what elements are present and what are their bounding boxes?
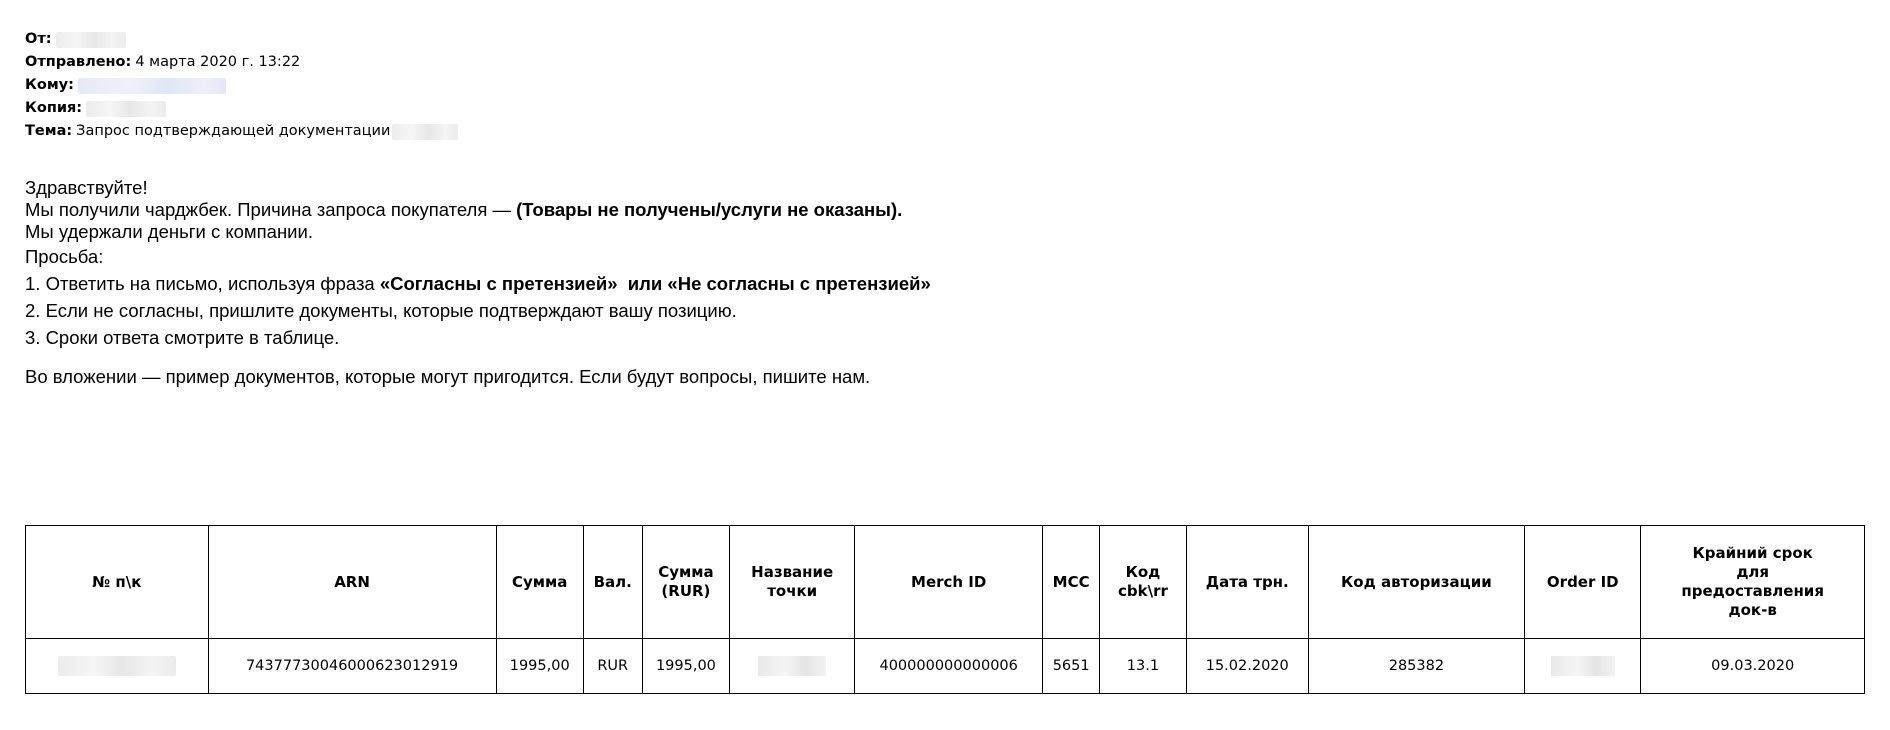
number-redacted bbox=[58, 656, 176, 676]
request-item-1 bbox=[25, 270, 1865, 297]
cell-cbk-code: 13.1 bbox=[1099, 639, 1186, 694]
sent-row bbox=[25, 51, 1865, 74]
cell-amount: 1995,00 bbox=[496, 639, 583, 694]
cell-amount-rur: 1995,00 bbox=[642, 639, 730, 694]
to-label: Кому: bbox=[25, 77, 74, 93]
from-redacted bbox=[56, 32, 126, 48]
cell-point-name bbox=[730, 639, 855, 694]
cell-trn-date: 15.02.2020 bbox=[1186, 639, 1308, 694]
chargeback-table bbox=[25, 525, 1865, 694]
disagree-phrase: «Не согласны с претензией» bbox=[667, 273, 931, 294]
from-row bbox=[25, 28, 1865, 51]
order-id-redacted bbox=[1551, 656, 1615, 676]
col-header-deadline: Крайний срок для предоставления док-в bbox=[1641, 526, 1865, 639]
cell-deadline: 09.03.2020 bbox=[1641, 639, 1865, 694]
cell-mcc: 5651 bbox=[1043, 639, 1100, 694]
chargeback-line bbox=[25, 199, 1865, 221]
subject-row bbox=[25, 120, 1865, 143]
cc-label: Копия: bbox=[25, 100, 83, 116]
email-body bbox=[25, 177, 1865, 388]
table-row bbox=[26, 639, 1865, 694]
attachment-note: Во вложении — пример документов, которые могут пригодится. Если будут вопросы, пишите нам. bbox=[25, 366, 871, 387]
request-title: Просьба: bbox=[25, 246, 104, 267]
request-item-2: 2. Если не согласны, пришлите документы, которые подтверждают вашу позицию. bbox=[25, 300, 737, 321]
col-header-point-name: Название точки bbox=[730, 526, 855, 639]
col-header-amount: Сумма bbox=[496, 526, 583, 639]
cc-row bbox=[25, 97, 1865, 120]
subject-label: Тема: bbox=[25, 123, 73, 139]
col-header-currency: Вал. bbox=[583, 526, 642, 639]
table-header-row bbox=[26, 526, 1865, 639]
to-row bbox=[25, 74, 1865, 97]
agree-phrase: «Согласны с претензией» bbox=[379, 273, 618, 294]
col-header-amount-rur: Сумма (RUR) bbox=[642, 526, 730, 639]
request-item-3: 3. Сроки ответа смотрите в таблице. bbox=[25, 327, 340, 348]
col-header-arn: ARN bbox=[208, 526, 496, 639]
cell-currency: RUR bbox=[583, 639, 642, 694]
chargeback-text: Мы получили чарджбек. Причина запроса покупателя — bbox=[25, 199, 517, 220]
sent-label: Отправлено: bbox=[25, 54, 132, 70]
col-header-number: № п\к bbox=[26, 526, 209, 639]
subject-value: Запрос подтверждающей документации bbox=[76, 123, 391, 139]
or-text: или bbox=[617, 273, 668, 294]
cell-merch-id: 400000000000006 bbox=[855, 639, 1043, 694]
cell-order-id bbox=[1525, 639, 1641, 694]
point-name-redacted bbox=[758, 656, 826, 676]
request-item-1-text: 1. Ответить на письмо, используя фраза bbox=[25, 273, 380, 294]
col-header-cbk-code: Код cbk\rr bbox=[1099, 526, 1186, 639]
cell-number bbox=[26, 639, 209, 694]
to-redacted bbox=[78, 78, 226, 94]
col-header-trn-date: Дата трн. bbox=[1186, 526, 1308, 639]
chargeback-reason: (Товары не получены/услуги не оказаны). bbox=[516, 199, 903, 220]
cell-auth-code: 285382 bbox=[1308, 639, 1525, 694]
email-message bbox=[25, 28, 1865, 388]
from-label: От: bbox=[25, 31, 52, 47]
col-header-order-id: Order ID bbox=[1525, 526, 1641, 639]
email-headers bbox=[25, 28, 1865, 143]
col-header-merch-id: Merch ID bbox=[855, 526, 1043, 639]
cell-arn: 74377730046000623012919 bbox=[208, 639, 496, 694]
cc-redacted bbox=[86, 101, 166, 117]
funds-held-line: Мы удержали деньги с компании. bbox=[25, 221, 313, 242]
col-header-auth-code: Код авторизации bbox=[1308, 526, 1525, 639]
col-header-mcc: MCC bbox=[1043, 526, 1100, 639]
sent-value: 4 марта 2020 г. 13:22 bbox=[135, 54, 301, 70]
subject-redacted bbox=[392, 124, 458, 140]
greeting: Здравствуйте! bbox=[25, 177, 148, 198]
